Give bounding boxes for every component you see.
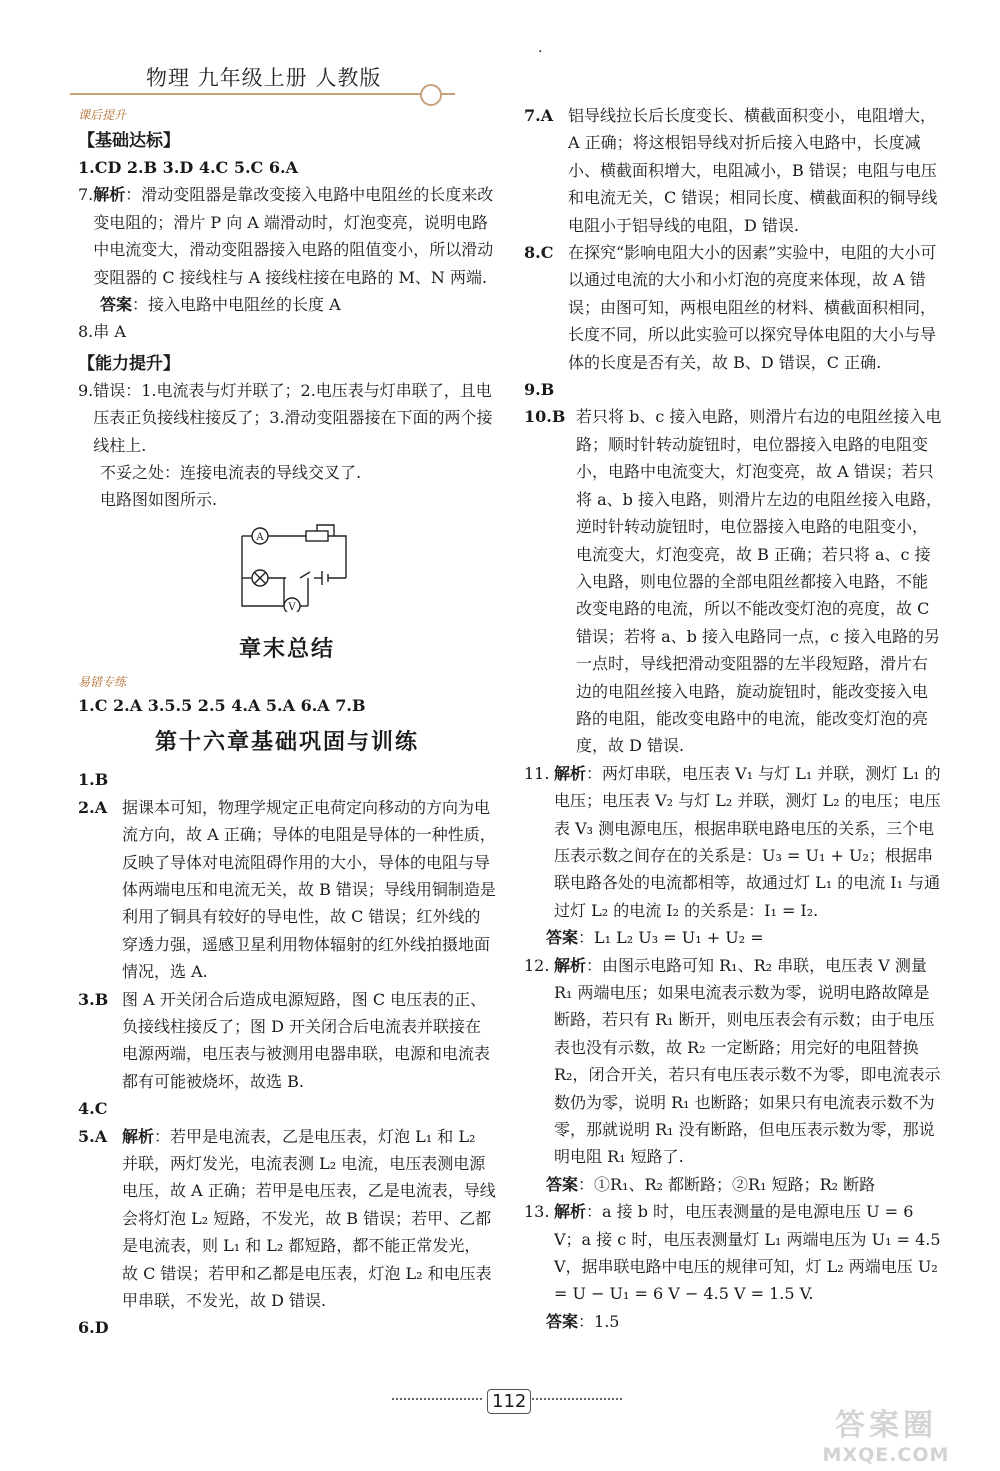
after-class-tag: 课后提升 <box>78 108 127 122</box>
r-q13-answer-label: 答案 <box>546 1311 579 1331</box>
r-q12-answer-text: ：①R₁、R₂ 都断路；②R₁ 短路；R₂ 断路 <box>578 1174 876 1194</box>
basic-answers: 1.CD 2.B 3.D 4.C 5.C 6.A <box>78 158 298 177</box>
c16-q2-num: 2.A <box>78 797 108 817</box>
right-q9: 9.B <box>524 380 555 400</box>
q7-answer-text: ：接入电路中电阻丝的长度 A <box>132 295 341 315</box>
c16-q6: 6.D <box>78 1318 109 1338</box>
c16-q4: 4.C <box>78 1099 108 1119</box>
c16-q2 <box>78 794 496 986</box>
r-q7-num: 7.A <box>524 106 554 125</box>
right-q7 <box>524 102 942 239</box>
circuit-wire-right <box>328 536 346 578</box>
r-q13-body <box>554 1198 942 1308</box>
c16-q3-num: 3.B <box>78 989 109 1009</box>
r-q12-answer-label: 答案 <box>546 1174 579 1194</box>
page-header-title: 物理 九年级上册 人教版 <box>146 66 382 90</box>
r-q11-num: 11. <box>524 763 550 783</box>
right-q11 <box>524 760 942 924</box>
r-q10-text: 若只将 b、c 接入电路，则滑片右边的电阻丝接入电路；顺时针转动旋钮时，电位器接入电路的电阻变小，电路中电流变大，灯泡变亮，故 A 错误；若只将 a、b 接入电路，则滑片左边的电阻丝接入电路，逆时针转动旋钮时，电位器接入电路的电阻变小，电流变大，灯泡变亮，故 B 正确；若只将 a、c 接入电路，则电位器的全部电阻丝都接入电路，不能改变电路的电流，所以不能改变灯泡的亮度，故 C 错误；若将 a、b 接入电路同一点，c 接入电路的另一点时，导线把滑动变阻器的左半段短路，滑片右边的电阻丝接入电路，旋动旋钮时，能改变接入电路的电阻，能改变电路中的电流，能改变灯泡的亮度，故 D 错误. <box>576 407 942 756</box>
watermark-logo <box>786 1400 986 1466</box>
q9-num: 9. <box>78 380 94 400</box>
page-number: 112 <box>487 1389 531 1414</box>
r-q13-num: 13. <box>524 1202 550 1222</box>
r-q12-body <box>554 952 942 1171</box>
right-q10 <box>524 403 942 759</box>
ammeter-label: A <box>256 531 264 543</box>
c16-q5-label: 解析 <box>122 1126 155 1146</box>
header-dot: . <box>538 40 543 56</box>
basic-heading: 【基础达标】 <box>78 131 180 151</box>
q9-diagram-note: 电路图如图所示. <box>100 490 218 510</box>
r-q12-answer <box>524 1171 942 1198</box>
c16-q5-num: 5.A <box>78 1126 108 1146</box>
c16-q5-body <box>122 1123 496 1315</box>
header-ornament-icon <box>420 84 442 106</box>
c16-q3-text: 图 A 开关闭合后造成电源短路，图 C 电压表的正、负接线柱接反了；图 D 开关闭合后电流表并联接在电源两端，电压表与被测用电器串联，电源和电流表都有可能被烧坏，故选 B. <box>122 989 491 1091</box>
footer-dots-left <box>392 1398 482 1400</box>
r-q10-num: 10.B <box>524 407 566 427</box>
error-answers: 1.C 2.A 3.5.5 2.5 4.A 5.A 6.A 7.B <box>78 695 366 715</box>
q9-not-proper: 不妥之处：连接电流表的导线交叉了. <box>100 463 362 483</box>
r-q11-answer <box>524 924 942 951</box>
r-q13-answer-text: ：1.5 <box>578 1311 620 1331</box>
q7-text: ：滑动变阻器是靠改变接入电路中电阻丝的长度来改变电阻的；滑片 P 向 A 端滑动时，灯泡变亮，说明电路中电流变大，滑动变阻器接入电路的阻值变小，所以滑动变阻器的 C 接线柱与 A 接线柱接在电路的 M、N 两端. <box>93 185 494 287</box>
ability-heading: 【能力提升】 <box>78 353 180 374</box>
error-practice-tag: 易错专练 <box>78 674 127 689</box>
watermark-bottom: MXQE.COM <box>822 1444 950 1466</box>
header-divider <box>70 93 455 95</box>
footer-dots-right <box>532 1398 622 1400</box>
r-q11-answer-text: ：L₁ L₂ U₃ = U₁ + U₂ = <box>578 928 764 948</box>
left-q8: 8.串 A <box>78 322 126 342</box>
c16-q1: 1.B <box>78 770 109 790</box>
q7-body <box>93 181 496 291</box>
r-q13-answer <box>524 1308 942 1335</box>
right-q12 <box>524 952 942 1171</box>
r-q11-answer-label: 答案 <box>546 928 579 948</box>
r-q11-label: 解析 <box>554 763 587 783</box>
r-q11-body <box>554 760 942 924</box>
switch-icon <box>300 572 310 578</box>
c16-q2-text: 据课本可知，物理学规定正电荷定向移动的方向为电流方向，故 A 正确；导体的电阻是导体的一种性质，反映了导体对电流阻碍作用的大小，导体的电阻与导体两端电压和电流无关，故 B 错误；导线用铜制造是利用了铜具有较好的导电性，故 C 错误；红外线的穿透力强，遥感卫星利用物体辐射的红外线拍摄地面情况，选 A. <box>122 797 496 982</box>
c16-q5 <box>78 1123 496 1315</box>
q9-text: 错误：1.电流表与灯并联了；2.电压表与灯串联了，且电压表正负接线柱接反了；3.滑动变阻器接在下面的两个接线柱上. <box>93 380 493 455</box>
chapter16-title: 第十六章基础巩固与训练 <box>154 729 419 756</box>
c16-q3 <box>78 986 496 1096</box>
r-q12-num: 12. <box>524 955 550 975</box>
left-q7-answer <box>78 291 496 318</box>
watermark-top: 答案圈 <box>835 1408 937 1443</box>
left-q9 <box>78 377 496 459</box>
c16-q5-text: ：若甲是电流表，乙是电压表，灯泡 L₁ 和 L₂ 并联，两灯发光，电流表测 L₂ 电流，电压表测电源电压，故 A 正确；若甲是电压表，乙是电流表，导线会将灯泡 L₂ 短路，不发光，故 B 错误；若甲、乙都是电流表，则 L₁ 和 L₂ 都短路，都不能正常发光，故 C 错误；若甲和乙都是电压表，灯泡 L₂ 和电压表甲串联，不发光，故 D 错误. <box>122 1126 496 1310</box>
left-q7 <box>78 181 496 291</box>
chapter-summary-title: 章末总结 <box>238 635 335 662</box>
q7-num: 7. <box>78 185 94 205</box>
r-q13-text: ：a 接 b 时，电压表测量的是电源电压 U = 6 V；a 接 c 时，电压表测量灯 L₁ 两端电压为 U₁ = 4.5 V，据串联电路中电压的规律可知，灯 L₂ 两端电压 U₂ = U − U₁ = 6 V − 4.5 V = 1.5 V. <box>554 1202 941 1304</box>
voltmeter-label: V <box>288 601 296 612</box>
left-column <box>78 104 496 1342</box>
right-column <box>524 102 942 1335</box>
r-q7-text: 铝导线拉长后长度变长、横截面积变小，电阻增大，A 正确；将这根铝导线对折后接入电路中，长度减小、横截面积增大，电阻减小，B 错误；电阻与电压和电流无关，C 错误；相同长度、横截面积的铜导线电阻小于铝导线的电阻，D 错误. <box>568 106 938 235</box>
q7-answer-label: 答案 <box>100 295 133 315</box>
circuit-diagram <box>238 522 350 612</box>
right-q8 <box>524 239 942 376</box>
q7-label: 解析 <box>93 185 126 205</box>
rheostat-icon <box>306 531 328 541</box>
r-q12-label: 解析 <box>554 955 587 975</box>
r-q11-text: ：两灯串联，电压表 V₁ 与灯 L₁ 并联，测灯 L₁ 的电压；电压表 V₂ 与灯 L₂ 并联，测灯 L₂ 的电压；电压表 V₃ 测电源电压，根据串联电路电压的关系，三个电压表示数之间存在的关系是：U₃ = U₁ + U₂；根据串联电路各处的电流都相等，故通过灯 L₁ 的电流 I₁ 与通过灯 L₂ 的电流 I₂ 的关系是：I₁ = I₂. <box>554 763 941 920</box>
right-q13 <box>524 1198 942 1308</box>
r-q8-num: 8.C <box>524 243 554 263</box>
r-q13-label: 解析 <box>554 1202 587 1222</box>
r-q12-text: ：由图示电路可知 R₁、R₂ 串联，电压表 V 测量 R₁ 两端电压；如果电流表示数为零，说明电路故障是断路，若只有 R₁ 断开，则电压表会有示数；由于电压表也没有示数，故 R₂ 一定断路；用完好的电阻替换 R₂，闭合开关，若只有电压表示数不为零，即电流表示数仍为零，说明 R₁ 也断路；如果只有电流表示数不为零，那就说明 R₁ 没有断路，但电压表示数为零，那说明电阻 R₁ 短路了. <box>554 955 941 1167</box>
r-q8-text: 在探究“影响电阻大小的因素”实验中，电阻的大小可以通过电流的大小和小灯泡的亮度来体现，故 A 错误；由图可知，两根电阻丝的材料、横截面积相同，长度不同，所以此实验可以探究导体电阻的大小与导体的长度是否有关，故 B、D 错误，C 正确. <box>568 243 937 372</box>
